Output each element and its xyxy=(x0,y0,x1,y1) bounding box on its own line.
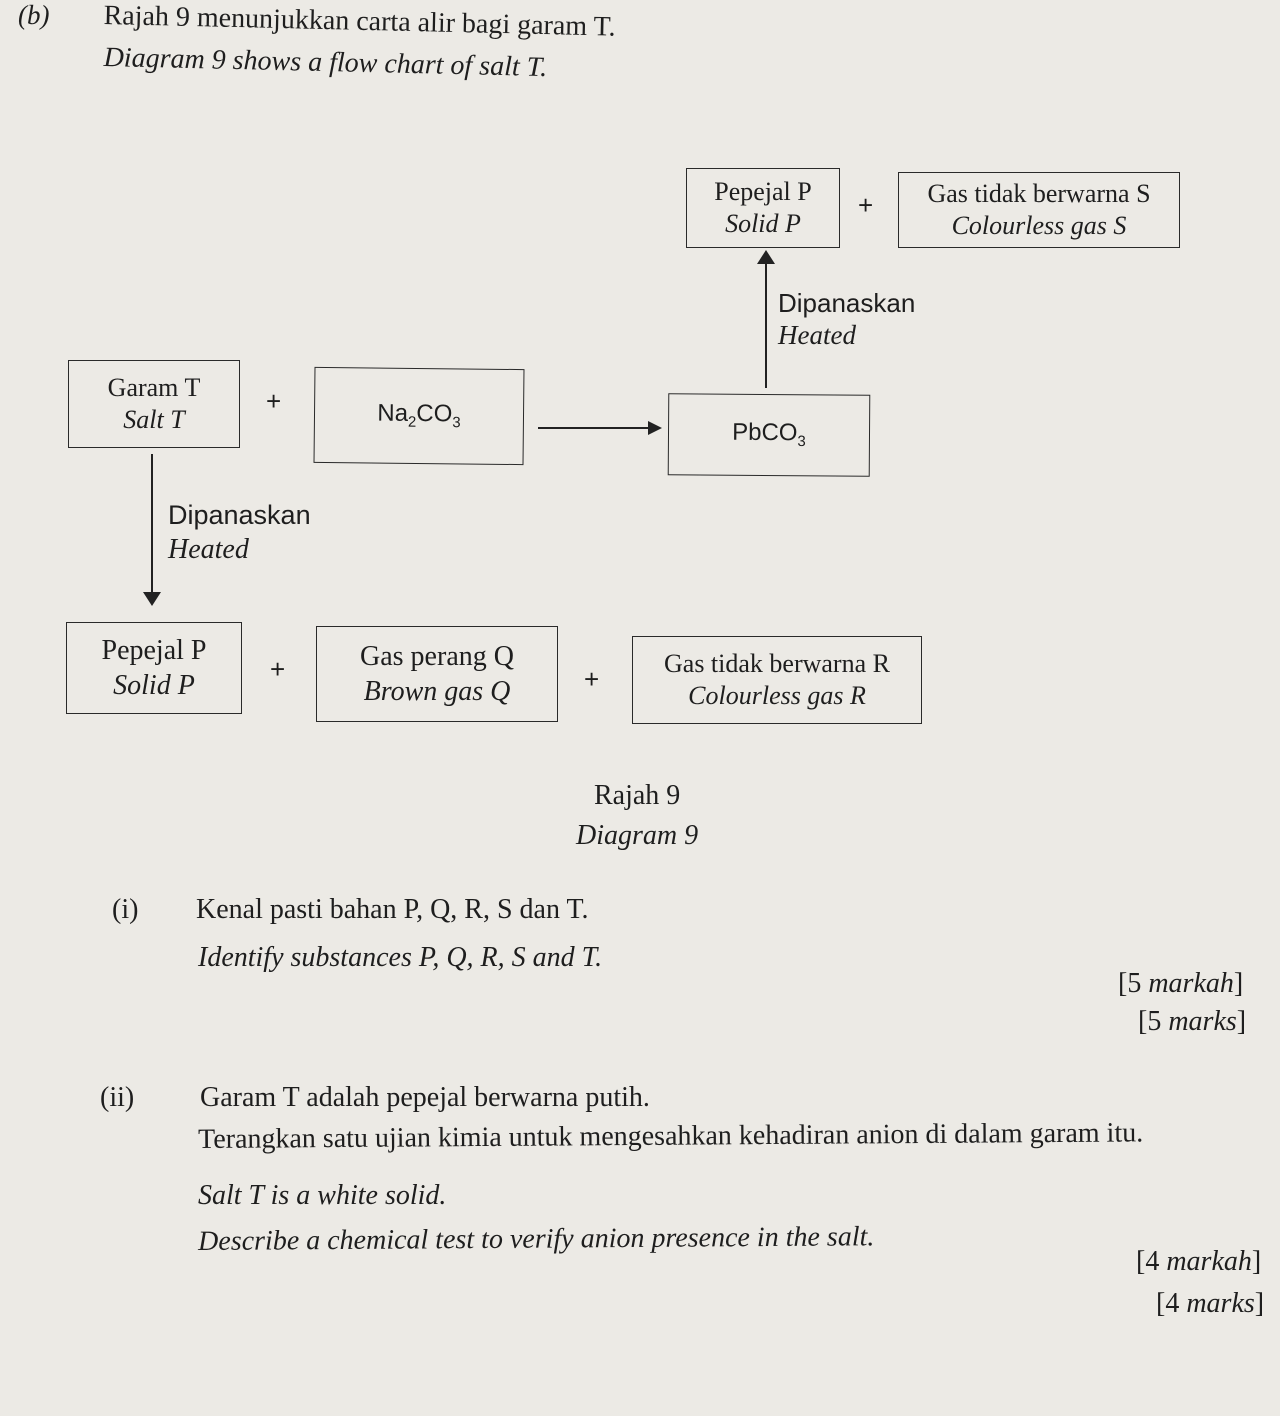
question-ii-marks-english: [4 marks] xyxy=(1156,1288,1265,1319)
heated-lower-english: Heated xyxy=(168,534,249,565)
middle-plus: + xyxy=(266,386,282,416)
heat-down-arrowhead xyxy=(143,592,161,606)
question-ii-marks-malay: [4 markah] xyxy=(1136,1246,1262,1277)
caption-malay: Rajah 9 xyxy=(594,780,681,811)
question-ii-english-1: Salt T is a white solid. xyxy=(198,1180,447,1211)
question-ii-number: (ii) xyxy=(100,1082,135,1113)
question-ii-english-2: Describe a chemical test to verify anion presence in the salt. xyxy=(198,1221,875,1257)
sodium-carbonate-box xyxy=(314,367,525,465)
gas-r-english: Colourless gas R xyxy=(688,681,866,710)
bottom-plus-2: + xyxy=(584,664,600,694)
question-ii-malay-1: Garam T adalah pepejal berwarna putih. xyxy=(200,1082,650,1113)
reaction-arrowhead xyxy=(648,421,662,435)
heated-lower-malay: Dipanaskan xyxy=(168,500,311,530)
top-plus: + xyxy=(858,190,874,220)
salt-t-english: Salt T xyxy=(123,405,185,434)
brown-gas-q-english: Brown gas Q xyxy=(363,676,511,707)
bottom-solid-p-english: Solid P xyxy=(113,670,195,701)
lead-carbonate-box xyxy=(668,393,871,476)
bottom-solid-p-box xyxy=(66,622,242,714)
part-label: (b) xyxy=(18,0,50,30)
intro-malay: Rajah 9 menunjukkan carta alir bagi garam T. xyxy=(103,0,616,43)
gas-s-malay: Gas tidak berwarna S xyxy=(927,178,1151,208)
question-i-number: (i) xyxy=(112,894,139,925)
colourless-gas-r-box xyxy=(632,636,922,724)
top-solid-p-box xyxy=(686,168,840,248)
question-i-malay: Kenal pasti bahan P, Q, R, S dan T. xyxy=(196,894,589,925)
heat-up-arrowhead xyxy=(757,250,775,264)
salt-t-box xyxy=(68,360,240,448)
top-solid-p-english: Solid P xyxy=(725,209,801,238)
question-ii-malay-2: Terangkan satu ujian kimia untuk mengesahkan kehadiran anion di dalam garam itu. xyxy=(198,1117,1144,1155)
top-solid-p-malay: Pepejal P xyxy=(714,176,812,206)
sodium-carbonate-formula: $Na_2CO_3$ xyxy=(377,399,461,432)
question-i-marks-malay: [5 markah] xyxy=(1118,968,1244,999)
intro-english: Diagram 9 shows a flow chart of salt T. xyxy=(103,42,548,84)
bottom-plus-1: + xyxy=(270,654,286,684)
brown-gas-q-malay: Gas perang Q xyxy=(360,641,514,672)
heated-upper-malay: Dipanaskan xyxy=(778,288,916,318)
heated-upper-english: Heated xyxy=(778,320,856,350)
gas-r-malay: Gas tidak berwarna R xyxy=(664,648,890,678)
colourless-gas-s-box xyxy=(898,172,1180,248)
bottom-solid-p-malay: Pepejal P xyxy=(101,635,207,666)
question-i-english: Identify substances P, Q, R, S and T. xyxy=(198,942,603,973)
lead-carbonate-formula: PbCO$_3$ xyxy=(732,418,806,451)
caption-english: Diagram 9 xyxy=(576,820,699,851)
gas-s-english: Colourless gas S xyxy=(951,211,1127,240)
salt-t-malay: Garam T xyxy=(107,372,201,402)
brown-gas-q-box xyxy=(316,626,558,722)
question-i-marks-english: [5 marks] xyxy=(1138,1006,1247,1037)
